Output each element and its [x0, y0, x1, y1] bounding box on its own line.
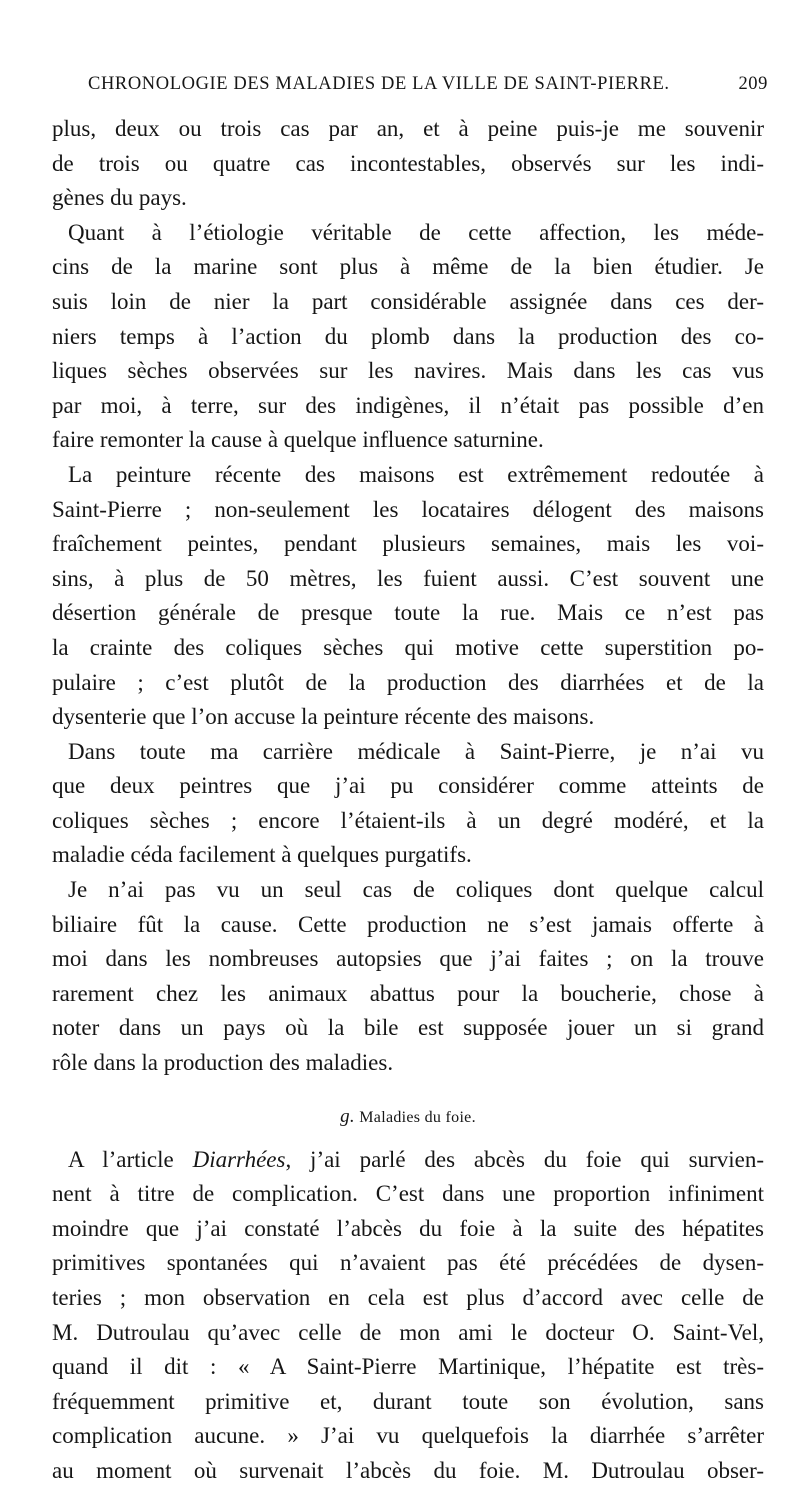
text-fragment: A l’article	[68, 1146, 193, 1172]
running-title: CHRONOLOGIE DES MALADIES DE LA VILLE DE SAINT-PIERRE.	[88, 74, 670, 94]
paragraph-5	[52, 873, 764, 1081]
text-line: Dans toute ma carrière médicale à Saint-Pierre, je n’ai vu	[68, 738, 764, 764]
text-line: biliaire fût la cause. Cette production ne s’est jamais offerte à	[52, 911, 764, 937]
text-line: Je n’ai pas vu un seul cas de coliques dont quelque calcul	[68, 877, 764, 903]
spacer	[52, 1081, 764, 1091]
page-number: 209	[738, 74, 768, 94]
running-head	[88, 74, 768, 104]
text-line: dysenterie que l’on accuse la peinture récente des maisons.	[52, 704, 595, 730]
text-line: niers temps à l’action du plomb dans la production des co-	[52, 323, 764, 349]
paragraph-2	[52, 216, 764, 458]
text-line: au moment où survenait l’abcès du foie. M. Dutroulau obser-	[52, 1457, 764, 1483]
text-line: noter dans un pays où la bile est supposée jouer un si grand	[52, 1015, 764, 1041]
text-line: de trois ou quatre cas incontestables, observés sur les indi-	[52, 150, 764, 176]
text-line: cins de la marine sont plus à même de la bien étudier. Je	[52, 254, 764, 280]
text-line: fraîchement peintes, pendant plusieurs semaines, mais les voi-	[52, 531, 764, 557]
text-line: liques sèches observées sur les navires. Mais dans les cas vus	[52, 358, 764, 384]
text-line: plus, deux ou trois cas par an, et à peine puis-je me souvenir	[52, 116, 764, 141]
text-line: que deux peintres que j’ai pu considérer comme atteints de	[52, 773, 764, 799]
text-line: coliques sèches ; encore l’étaient-ils à un degré modéré, et la	[52, 807, 764, 833]
text-line: La peinture récente des maisons est extrêmement redoutée à	[68, 461, 764, 487]
paragraph-6	[52, 1143, 764, 1489]
paragraph-4	[52, 735, 764, 873]
text-line: complication aucune. » J’ai vu quelquefois la diarrhée s’arrêter	[52, 1423, 764, 1449]
body-text	[52, 112, 764, 1489]
text-line: teries ; mon observation en cela est plus d’accord avec celle de	[52, 1285, 764, 1310]
text-line: nent à titre de complication. C’est dans une proportion infiniment	[52, 1181, 764, 1207]
text-line: pulaire ; c’est plutôt de la production des diarrhées et de la	[52, 669, 764, 695]
text-line: moi dans les nombreuses autopsies que j’ai faites ; on la trouve	[52, 946, 764, 972]
text-line: Quant à l’étiologie véritable de cette affection, les méde-	[68, 219, 764, 245]
text-line: fréquemment primitive et, durant toute son évolution, sans	[52, 1388, 764, 1414]
text-fragment: , j’ai parlé des abcès du foie qui survien-	[285, 1146, 764, 1172]
text-line: M. Dutroulau qu’avec celle de mon ami le docteur O. Saint-Vel,	[52, 1319, 764, 1345]
text-line: faire remonter la cause à quelque influence saturnine.	[52, 427, 544, 453]
italic-term: Diarrhées	[192, 1146, 286, 1172]
text-line: primitives spontanées qui n’avaient pas été précédées de dysen-	[52, 1250, 764, 1276]
text-line: rarement chez les animaux abattus pour la boucherie, chose à	[52, 980, 764, 1006]
text-line: suis loin de nier la part considérable assignée dans ces der-	[52, 288, 764, 314]
text-line: la crainte des coliques sèches qui motive cette superstition po-	[52, 634, 764, 660]
text-line	[52, 1143, 764, 1178]
text-line: rôle dans la production des maladies.	[52, 1050, 394, 1076]
text-line: quand il dit : « A Saint-Pierre Martinique, l’hépatite est très-	[52, 1354, 764, 1380]
paragraph-1	[52, 112, 764, 216]
text-line: maladie céda facilement à quelques purgatifs.	[52, 842, 472, 868]
text-line: moindre que j’ai constaté l’abcès du foie à la suite des hépatites	[52, 1215, 764, 1241]
text-line: gènes du pays.	[52, 185, 187, 211]
section-title: Maladies du foie.	[359, 1108, 476, 1126]
section-letter: g.	[340, 1105, 355, 1127]
section-heading	[52, 1091, 764, 1143]
text-line: par moi, à terre, sur des indigènes, il n’était pas possible d’en	[52, 392, 764, 418]
paragraph-3	[52, 458, 764, 735]
text-line: désertion générale de presque toute la rue. Mais ce n’est pas	[52, 600, 764, 626]
text-line: sins, à plus de 50 mètres, les fuient aussi. C’est souvent une	[52, 565, 764, 591]
text-line: Saint-Pierre ; non-seulement les locataires délogent des maisons	[52, 496, 764, 522]
